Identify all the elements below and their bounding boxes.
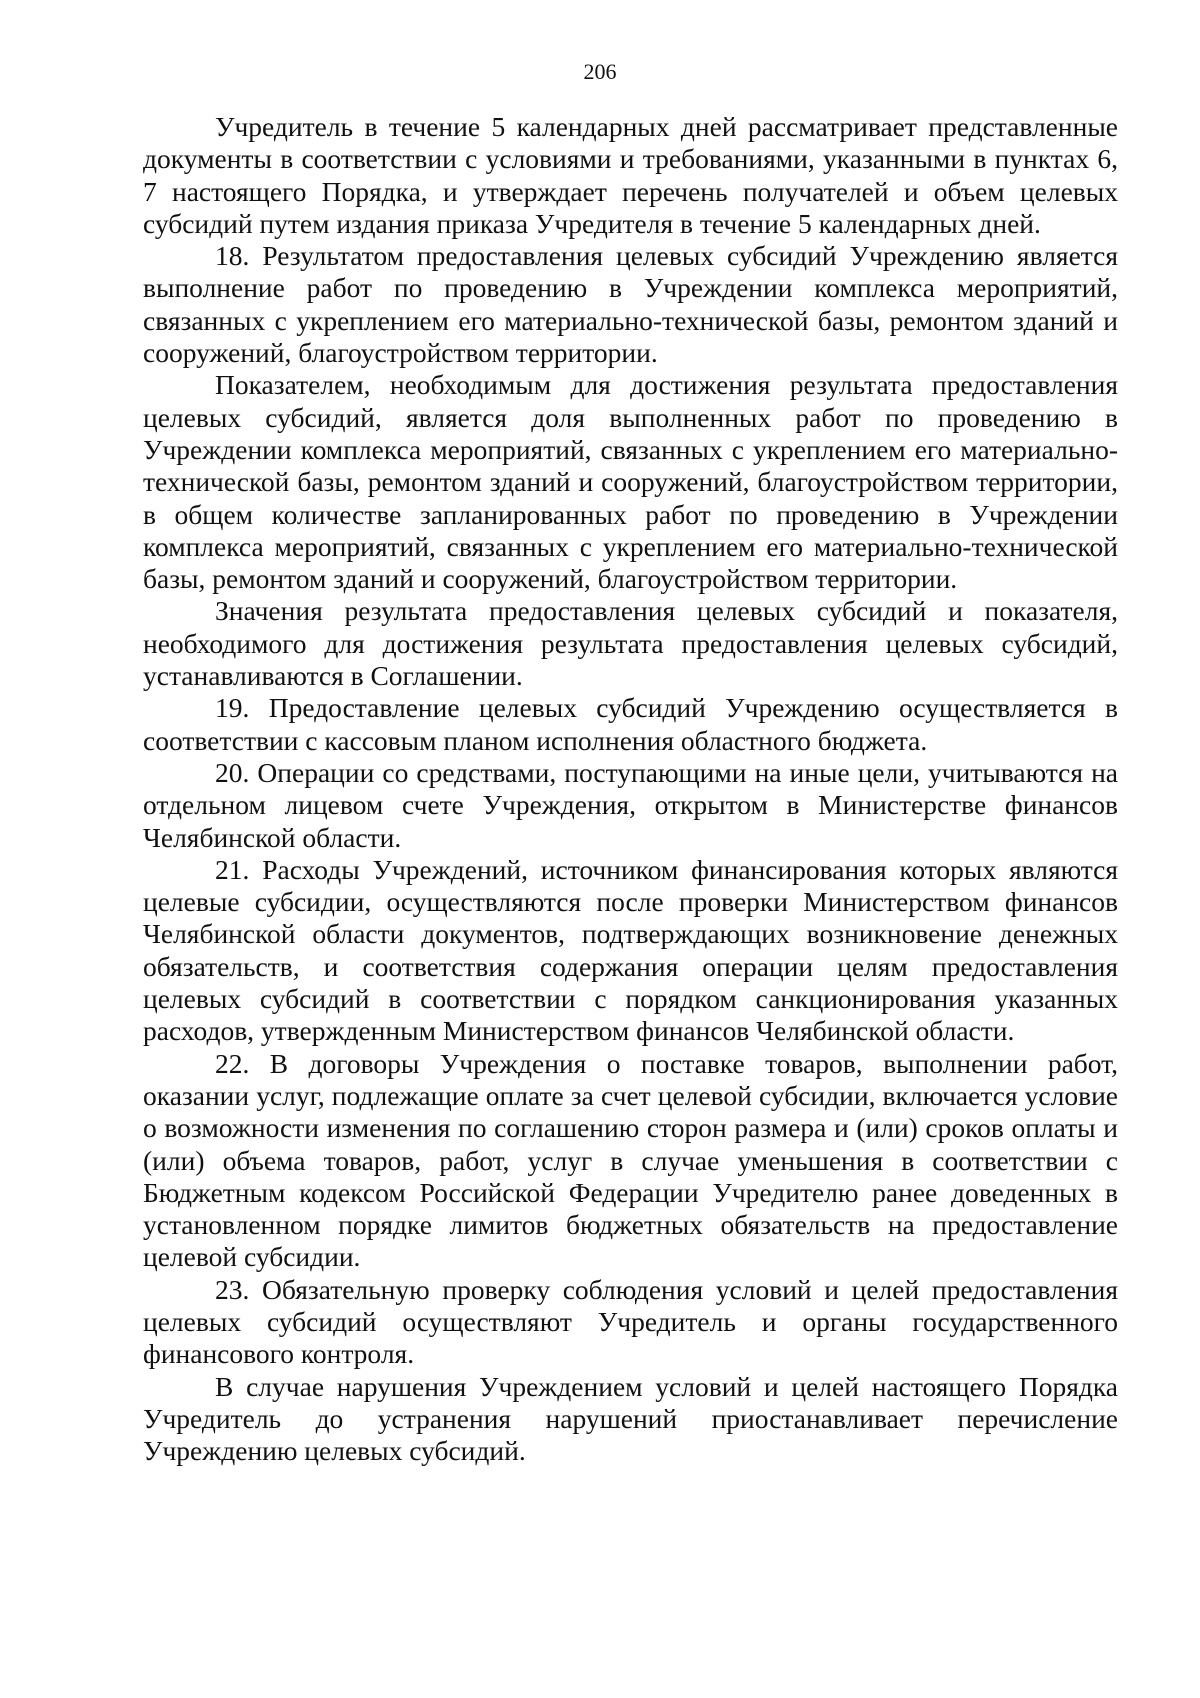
paragraph-22-contracts: 22. В договоры Учреждения о поставке товаров, выполнении работ, оказании услуг, подлежащие оплате за счет целевой субсидии, включается условие о возможности изменения по соглашению сторон размера и (или) сроков оплаты и (или) объема товаров, работ, услуг в случае уменьшения в соответствии с Бюджетным кодексом Российской Федерации Учредителю ранее доведенных в установленном порядке лимитов бюджетных обязательств на предоставление целевой субсидии. — [143, 1047, 1118, 1273]
document-body — [143, 111, 1118, 1467]
paragraph-21-expenses: 21. Расходы Учреждений, источником финансирования которых являются целевые субсидии, осуществляются после проверки Министерством финансов Челябинской области документов, подтверждающих возникновение денежных обязательств, и соответствия содержания операции целям предоставления целевых субсидий в соответствии с порядком санкционирования указанных расходов, утвержденным Министерством финансов Челябинской области. — [143, 853, 1118, 1047]
paragraph-violation: В случае нарушения Учреждением условий и целей настоящего Порядка Учредитель до устранения нарушений приостанавливает перечисление Учреждению целевых субсидий. — [143, 1370, 1118, 1467]
paragraph-18-result: 18. Результатом предоставления целевых субсидий Учреждению является выполнение работ по проведению в Учреждении комплекса мероприятий, связанных с укреплением его материально-технической базы, ремонтом зданий и сооружений, благоустройством территории. — [143, 240, 1118, 369]
paragraph-20-operations: 20. Операции со средствами, поступающими на иные цели, учитываются на отдельном лицевом счете Учреждения, открытом в Министерстве финансов Челябинской области. — [143, 756, 1118, 853]
paragraph-values-agreement: Значения результата предоставления целевых субсидий и показателя, необходимого для достижения результата предоставления целевых субсидий, устанавливаются в Соглашении. — [143, 595, 1118, 692]
page-number: 206 — [583, 59, 617, 84]
paragraph-23-inspection: 23. Обязательную проверку соблюдения условий и целей предоставления целевых субсидий осуществляют Учредитель и органы государственного финансового контроля. — [143, 1273, 1118, 1370]
paragraph-19-provision: 19. Предоставление целевых субсидий Учреждению осуществляется в соответствии с кассовым планом исполнения областного бюджета. — [143, 692, 1118, 756]
paragraph-founder-review: Учредитель в течение 5 календарных дней рассматривает представленные документы в соответствии с условиями и требованиями, указанными в пунктах 6, 7 настоящего Порядка, и утверждает перечень получателей и объем целевых субсидий путем издания приказа Учредителя в течение 5 календарных дней. — [143, 111, 1118, 239]
paragraph-indicator: Показателем, необходимым для достижения результата предоставления целевых субсидий, является доля выполненных работ по проведению в Учреждении комплекса мероприятий, связанных с укреплением его материально-технической базы, ремонтом зданий и сооружений, благоустройством территории, в общем количестве запланированных работ по проведению в Учреждении комплекса мероприятий, связанных с укреплением его материально-технической базы, ремонтом зданий и сооружений, благоустройством территории. — [143, 369, 1118, 595]
